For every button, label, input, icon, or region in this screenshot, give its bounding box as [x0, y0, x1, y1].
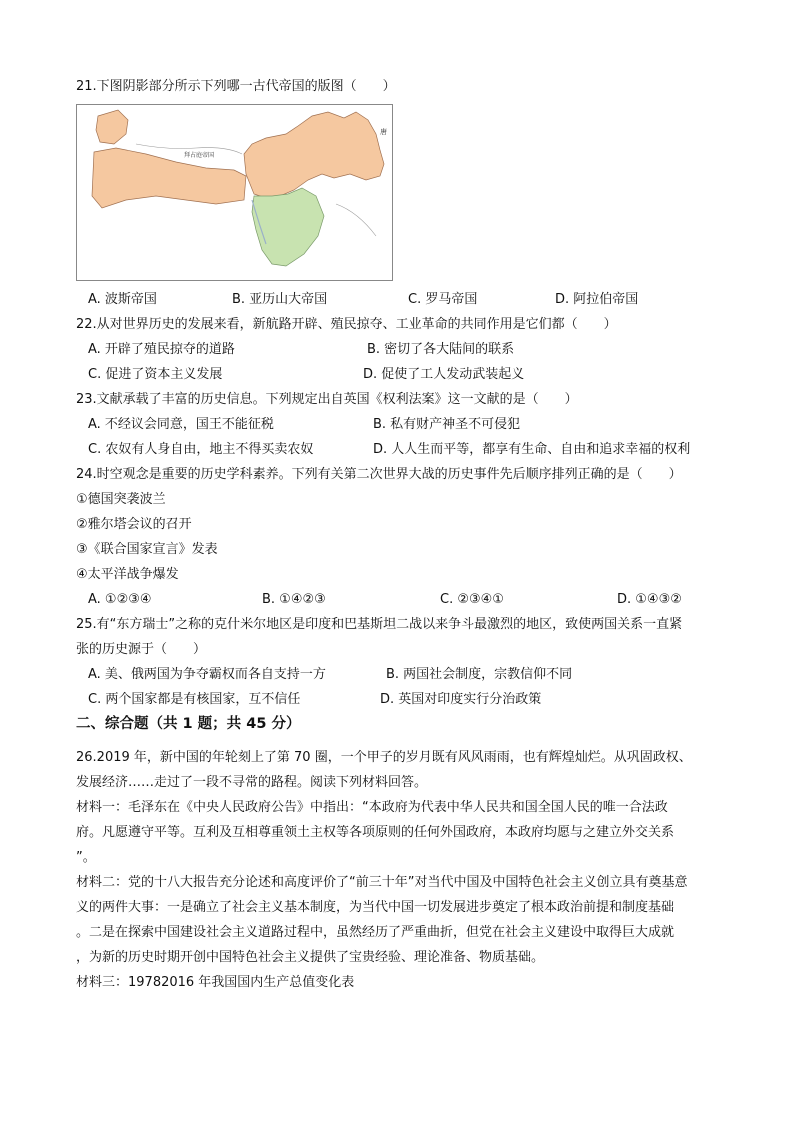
q23-option-d[interactable]: D. 人人生而平等，都享有生命、自由和追求幸福的权利: [373, 442, 691, 457]
q26-intro-line1: 26.2019 年，新中国的年轮刻上了第 70 圈，一个甲子的岁月既有风风雨雨，也有辉煌灿烂。从巩固政权、: [76, 750, 692, 765]
q24-item-1: ①德国突袭波兰: [76, 492, 166, 507]
q26-material2-line1: 材料二：党的十八大报告充分论述和高度评价了“前三十年”对当代中国及中国特色社会主义创立具有奠基意: [76, 875, 688, 890]
map-label-tang: 唐: [380, 129, 387, 136]
q26-intro-line2: 发展经济……走过了一段不寻常的路程。阅读下列材料回答。: [76, 775, 428, 790]
q26-material2-line3: 。二是在探索中国建设社会主义道路过程中，虽然经历了严重曲折，但党在社会主义建设中取得巨大成就: [76, 925, 675, 940]
q21-option-d[interactable]: D. 阿拉伯帝国: [555, 292, 639, 307]
map-label-byzantine: 拜占庭帝国: [184, 153, 215, 159]
q22-option-c[interactable]: C. 促进了资本主义发展: [88, 367, 223, 382]
q26-material1-line3: ”。: [76, 850, 96, 865]
q23-option-c[interactable]: C. 农奴有人身自由，地主不得买卖农奴: [88, 442, 314, 457]
q21-option-c[interactable]: C. 罗马帝国: [408, 292, 478, 307]
q25-option-d[interactable]: D. 英国对印度实行分治政策: [380, 692, 542, 707]
q21-option-b[interactable]: B. 亚历山大帝国: [232, 292, 328, 307]
q22-option-d[interactable]: D. 促使了工人发动武装起义: [363, 367, 525, 382]
q24-stem: 24.时空观念是重要的历史学科素养。下列有关第二次世界大战的历史事件先后顺序排列正确的是（ ）: [76, 467, 682, 482]
q25-option-b[interactable]: B. 两国社会制度，宗教信仰不同: [386, 667, 573, 682]
q23-option-a[interactable]: A. 不经议会同意，国王不能征税: [88, 417, 274, 432]
q26-material2-line2: 义的两件大事：一是确立了社会主义基本制度，为当代中国一切发展进步奠定了根本政治前提和制度基础: [76, 900, 675, 915]
empire-map: [76, 104, 393, 281]
q24-item-4: ④太平洋战争爆发: [76, 567, 179, 582]
q26-material2-line4: ，为新的历史时期开创中国特色社会主义提供了宝贵经验、理论准备、物质基础。: [76, 950, 545, 965]
q26-material3: 材料三：19782016 年我国国内生产总值变化表: [76, 975, 355, 990]
q23-option-b[interactable]: B. 私有财产神圣不可侵犯: [373, 417, 521, 432]
q24-option-b[interactable]: B. ①④②③: [262, 592, 326, 607]
q22-stem: 22.从对世界历史的发展来看，新航路开辟、殖民掠夺、工业革命的共同作用是它们都（ ）: [76, 317, 617, 332]
q26-material1-line1: 材料一：毛泽东在《中央人民政府公告》中指出：“本政府为代表中华人民共和国全国人民的唯一合法政: [76, 800, 668, 815]
q21-option-a[interactable]: A. 波斯帝国: [88, 292, 157, 307]
q24-option-a[interactable]: A. ①②③④: [88, 592, 152, 607]
q26-material1-line2: 府。凡愿遵守平等。互利及互相尊重领土主权等各项原则的任何外国政府，本政府均愿与之建立外交关系: [76, 825, 675, 840]
q22-option-a[interactable]: A. 开辟了殖民掠夺的道路: [88, 342, 235, 357]
q23-stem: 23.文献承载了丰富的历史信息。下列规定出自英国《权利法案》这一文献的是（ ）: [76, 392, 578, 407]
q24-option-c[interactable]: C. ②③④①: [440, 592, 504, 607]
q22-option-b[interactable]: B. 密切了各大陆间的联系: [367, 342, 515, 357]
section2-title: 二、综合题（共 1 题；共 45 分）: [76, 716, 301, 732]
q25-option-c[interactable]: C. 两个国家都是有核国家，互不信任: [88, 692, 301, 707]
empire-map-figure: [76, 104, 393, 281]
q25-option-a[interactable]: A. 美、俄两国为争夺霸权而各自支持一方: [88, 667, 326, 682]
q25-stem-line1: 25.有“东方瑞士”之称的克什米尔地区是印度和巴基斯坦二战以来争斗最激烈的地区，致使两国关系一直紧: [76, 617, 683, 632]
q24-item-2: ②雅尔塔会议的召开: [76, 517, 192, 532]
q24-item-3: ③《联合国家宣言》发表: [76, 542, 218, 557]
q24-option-d[interactable]: D. ①④③②: [617, 592, 682, 607]
q25-stem-line2: 张的历史源于（ ）: [76, 642, 207, 657]
q21-stem: 21.下图阴影部分所示下列哪一古代帝国的版图（ ）: [76, 79, 396, 94]
